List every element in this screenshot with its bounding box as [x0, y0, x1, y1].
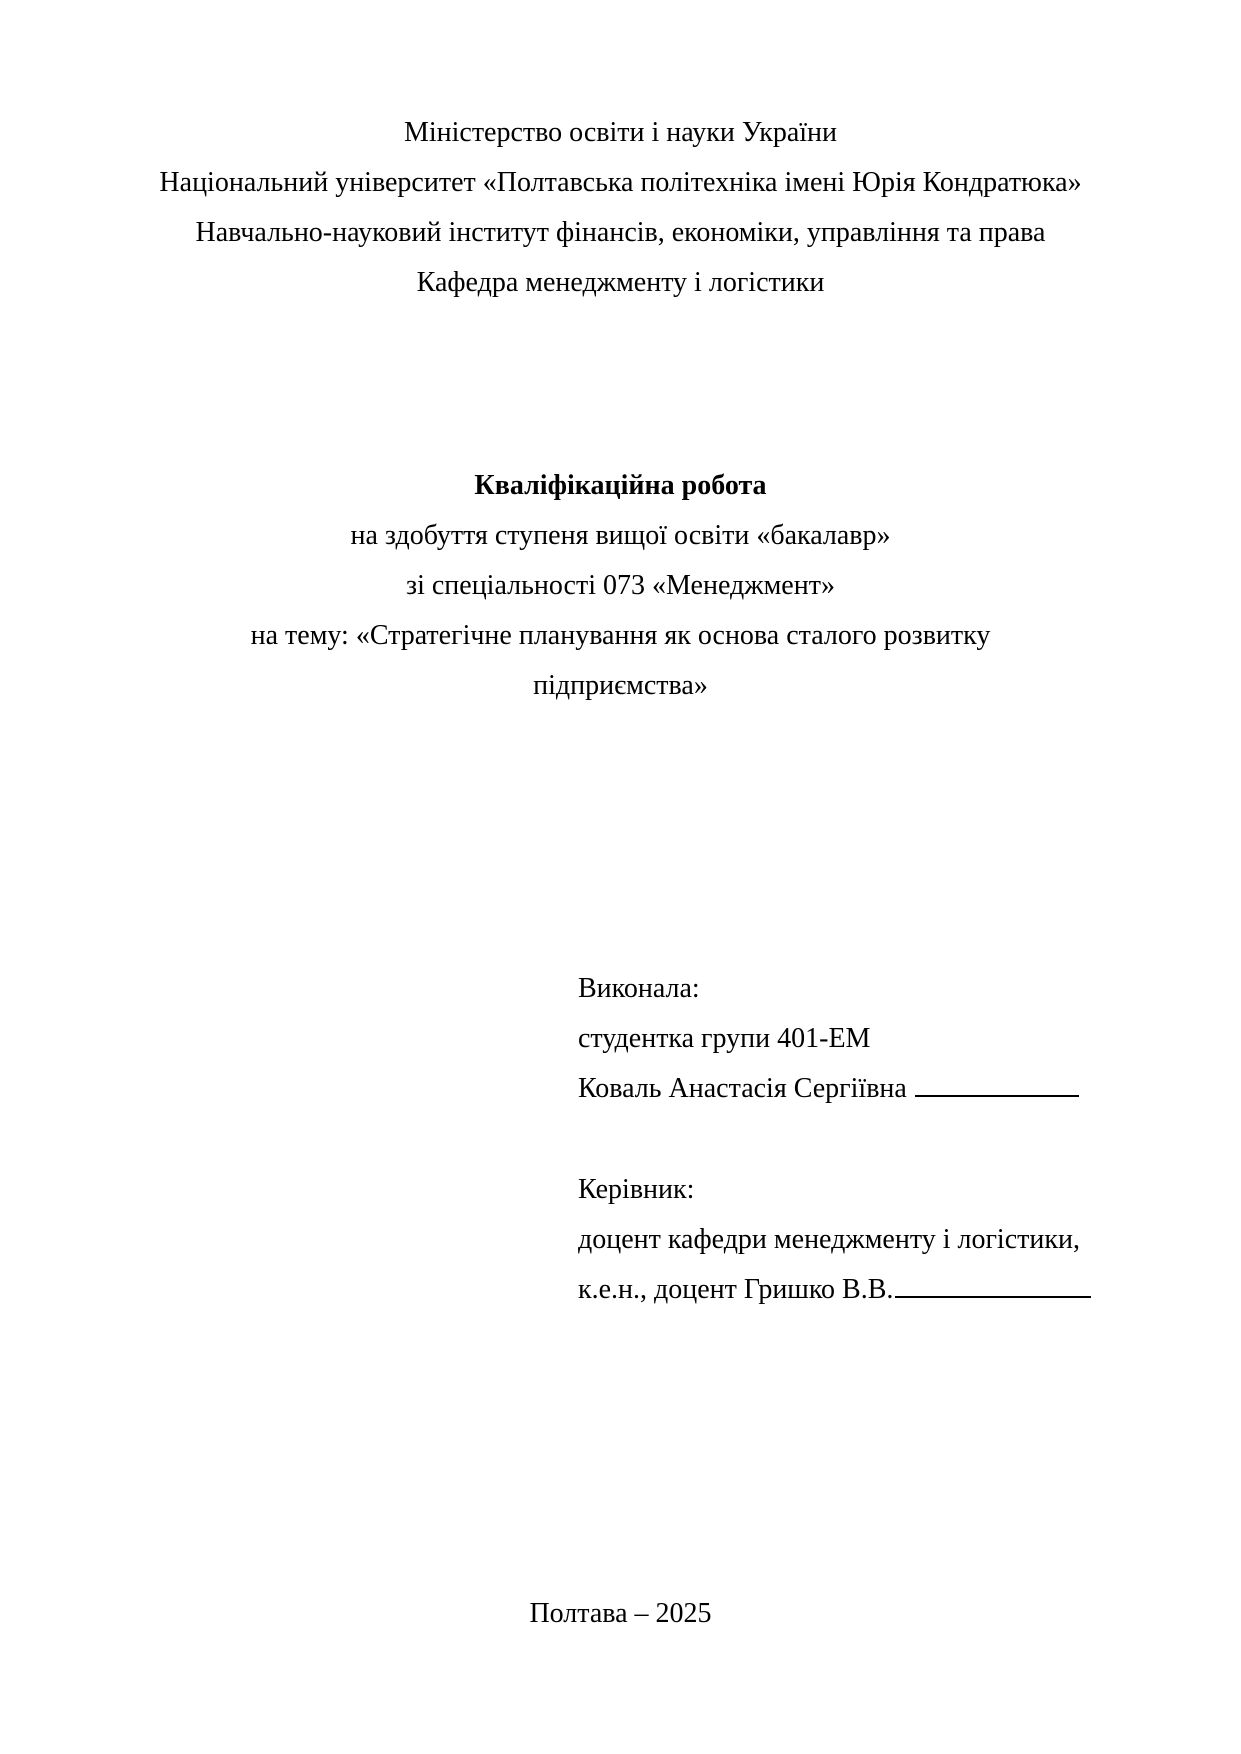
supervisor-label: Керівник: [578, 1174, 695, 1205]
topic-line-1: на тему: «Стратегічне планування як основа сталого розвитку [250, 620, 991, 651]
author-signature-line [915, 1095, 1079, 1097]
document-title: Кваліфікаційна робота [474, 470, 767, 501]
supervisor-signature-line [895, 1296, 1091, 1298]
author-signature-row [578, 1072, 1079, 1106]
department-name: Кафедра менеджменту і логістики [416, 267, 825, 298]
supervisor-name: к.е.н., доцент Гришко В.В. [578, 1274, 894, 1305]
supervisor-signature-row [578, 1273, 1091, 1307]
university-name: Національний університет «Полтавська політехніка імені Юрія Кондратюка» [159, 167, 1082, 198]
institute-name: Навчально-науковий інститут фінансів, економіки, управління та права [195, 217, 1046, 248]
author-label: Виконала: [578, 973, 700, 1004]
topic-line-2: підприємства» [533, 670, 708, 701]
specialty-line: зі спеціальності 073 «Менеджмент» [406, 570, 835, 601]
ministry-name: Міністерство освіти і науки України [403, 117, 838, 148]
author-name: Коваль Анастасія Сергіївна [578, 1073, 907, 1104]
author-group: студентка групи 401-ЕМ [578, 1023, 871, 1054]
degree-line: на здобуття ступеня вищої освіти «бакалавр» [350, 520, 891, 551]
city-year: Полтава – 2025 [529, 1598, 712, 1629]
supervisor-position: доцент кафедри менеджменту і логістики, [578, 1224, 1080, 1255]
